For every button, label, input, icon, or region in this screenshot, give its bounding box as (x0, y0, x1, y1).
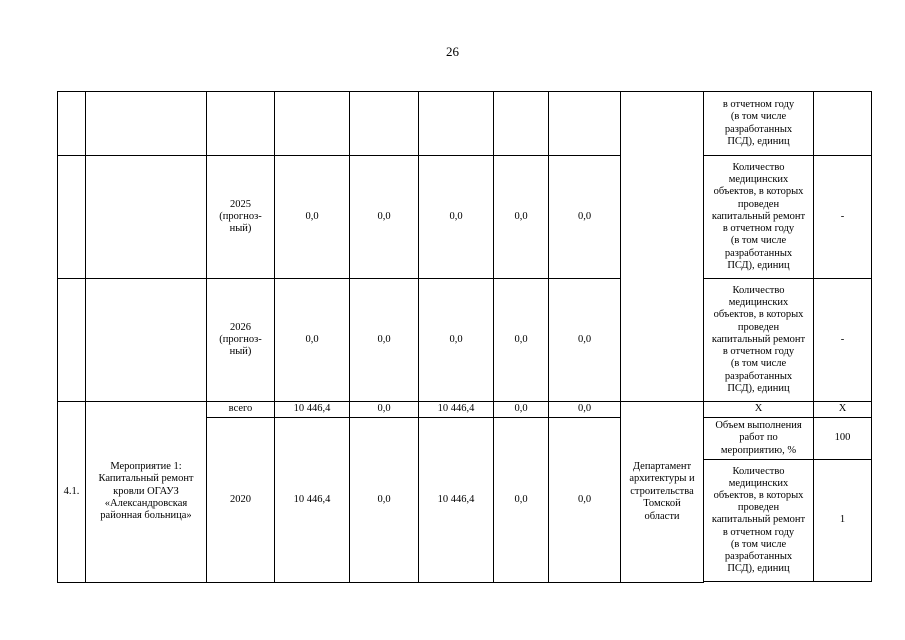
period-cell: 2025 (прогноз- ный) (207, 156, 275, 279)
indicator-cell: Объем выполнения работ по мероприятию, % (704, 418, 814, 460)
event-name: Мероприятие 1: Капитальный ремонт кровли ОГАУЗ «Александровская районная больница» (86, 402, 207, 583)
period-cell (207, 92, 275, 156)
value-cell: 0,0 (549, 156, 621, 279)
indicator-cell: Количество медицинских объектов, в которых проведен капитальный ремонт в отчетном году (в том числе разработанных ПСД), единиц (704, 156, 814, 279)
indicator-cell: в отчетном году (в том числе разработанных ПСД), единиц (704, 92, 814, 156)
table-row-2025 (58, 156, 872, 279)
value-cell (350, 92, 419, 156)
value-cell: 0,0 (549, 418, 621, 583)
page-number: 26 (446, 44, 459, 59)
value-cell: 10 446,4 (419, 418, 494, 583)
target-cell: - (814, 156, 872, 279)
value-cell: 0,0 (275, 156, 350, 279)
value-cell: 0,0 (419, 279, 494, 402)
value-cell (549, 92, 621, 156)
name-cell (86, 279, 207, 402)
value-cell: 0,0 (350, 402, 419, 418)
value-cell: 10 446,4 (419, 402, 494, 418)
value-cell: 0,0 (275, 279, 350, 402)
value-cell: 0,0 (350, 418, 419, 583)
department-cell: Департамент архитектуры и строительства Томской области (621, 402, 704, 583)
target-cell: - (814, 279, 872, 402)
department-cell (621, 92, 704, 402)
value-cell: 0,0 (350, 279, 419, 402)
period-cell: 2020 (207, 418, 275, 583)
value-cell: 0,0 (494, 418, 549, 583)
target-cell: 100 (814, 418, 872, 460)
value-cell: 10 446,4 (275, 418, 350, 583)
target-cell: 1 (814, 460, 872, 582)
value-cell: 0,0 (494, 279, 549, 402)
number-cell (58, 279, 86, 402)
value-cell: 0,0 (494, 402, 549, 418)
value-cell: 0,0 (549, 402, 621, 418)
name-cell (86, 92, 207, 156)
table-row-4-1-total (58, 402, 872, 418)
value-cell: 10 446,4 (275, 402, 350, 418)
indicator-cell: Количество медицинских объектов, в которых проведен капитальный ремонт в отчетном году (в том числе разработанных ПСД), единиц (704, 279, 814, 402)
number-cell (58, 92, 86, 156)
period-cell: 2026 (прогноз- ный) (207, 279, 275, 402)
indicator-cell: Х (704, 402, 814, 418)
target-cell: Х (814, 402, 872, 418)
table-row-2026 (58, 279, 872, 402)
event-number: 4.1. (58, 402, 86, 583)
value-cell: 0,0 (419, 156, 494, 279)
value-cell: 0,0 (350, 156, 419, 279)
name-cell (86, 156, 207, 279)
value-cell (494, 92, 549, 156)
target-cell (814, 92, 872, 156)
period-cell: всего (207, 402, 275, 418)
value-cell: 0,0 (494, 156, 549, 279)
number-cell (58, 156, 86, 279)
value-cell: 0,0 (549, 279, 621, 402)
program-events-table (57, 91, 872, 583)
value-cell (275, 92, 350, 156)
value-cell (419, 92, 494, 156)
table-row-continuation (58, 92, 872, 156)
indicator-cell: Количество медицинских объектов, в которых проведен капитальный ремонт в отчетном году (в том числе разработанных ПСД), единиц (704, 460, 814, 582)
